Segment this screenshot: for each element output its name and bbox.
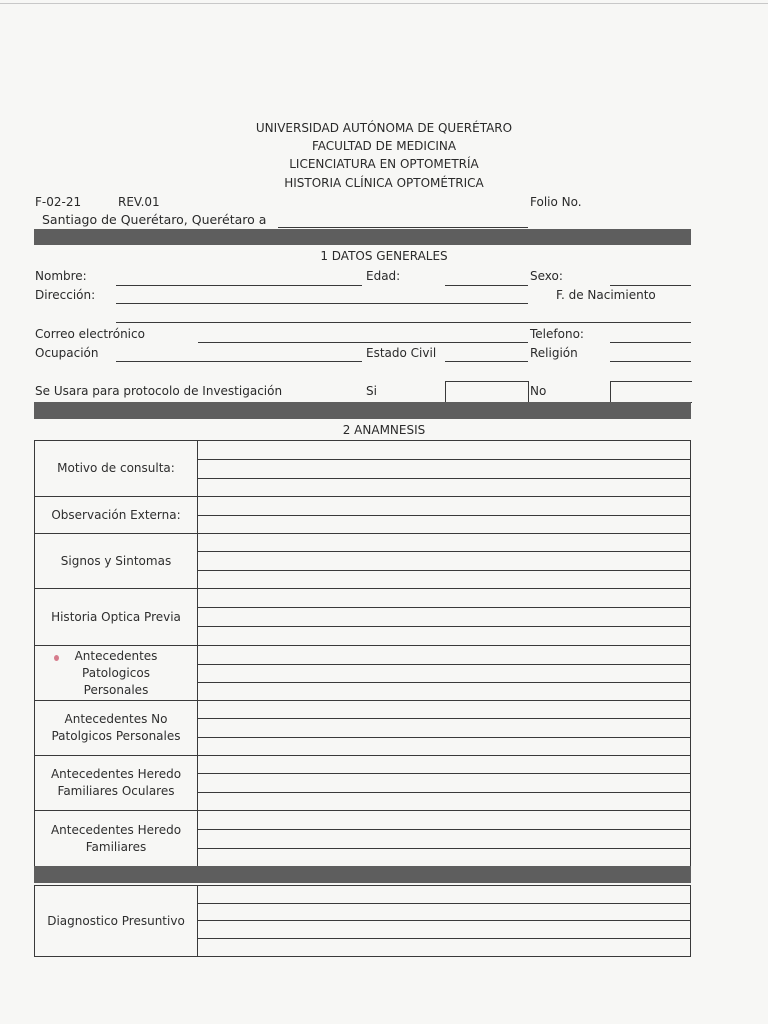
sexo-field[interactable]	[610, 285, 691, 286]
no-label: No	[530, 384, 547, 398]
writing-line[interactable]	[197, 903, 691, 904]
nombre-field[interactable]	[116, 285, 362, 286]
nombre-label: Nombre:	[35, 269, 87, 283]
table-right-border	[690, 440, 691, 866]
writing-line[interactable]	[197, 773, 691, 774]
ink-mark	[54, 655, 59, 661]
ocupacion-field[interactable]	[116, 361, 362, 362]
writing-line[interactable]	[197, 626, 691, 627]
diag-bottom-border	[34, 956, 691, 957]
direccion-field-2[interactable]	[116, 322, 691, 323]
religion-label: Religión	[530, 346, 578, 360]
correo-field[interactable]	[198, 342, 528, 343]
form-revision: REV.01	[118, 195, 160, 209]
writing-line[interactable]	[197, 792, 691, 793]
protocolo-label: Se Usara para protocolo de Investigación	[35, 384, 283, 398]
writing-line[interactable]	[197, 459, 691, 460]
folio-label: Folio No.	[530, 195, 582, 209]
signos-sintomas-label: Signos y Sintomas	[60, 553, 172, 568]
university-title: UNIVERSIDAD AUTÓNOMA DE QUERÉTARO	[255, 121, 513, 135]
sexo-label: Sexo:	[530, 269, 563, 283]
diag-divider	[197, 885, 198, 957]
program-title: LICENCIATURA EN OPTOMETRÍA	[289, 157, 479, 171]
observacion-externa-label: Observación Externa:	[51, 507, 181, 522]
writing-line[interactable]	[197, 737, 691, 738]
ocupacion-label: Ocupación	[35, 346, 99, 360]
motivo-consulta-label: Motivo de consulta:	[57, 461, 175, 475]
scan-top-edge	[0, 3, 768, 4]
writing-line[interactable]	[197, 920, 691, 921]
si-label: Si	[366, 384, 377, 398]
writing-line[interactable]	[197, 515, 691, 516]
religion-field[interactable]	[610, 361, 691, 362]
writing-line[interactable]	[197, 848, 691, 849]
edad-label: Edad:	[366, 269, 401, 283]
writing-line[interactable]	[197, 664, 691, 665]
nacimiento-label: F. de Nacimiento	[556, 288, 656, 302]
telefono-label: Telefono:	[530, 327, 584, 341]
direccion-label: Dirección:	[35, 288, 96, 302]
diagnostico-label: Diagnostico Presuntivo	[47, 913, 185, 928]
section1-title: 1 DATOS GENERALES	[320, 249, 448, 263]
section-bar-3	[34, 866, 691, 883]
writing-line[interactable]	[197, 938, 691, 939]
writing-line[interactable]	[197, 682, 691, 683]
section2-title: 2 ANAMNESIS	[342, 423, 426, 437]
historia-optica-label: Historia Optica Previa	[51, 609, 181, 624]
writing-line[interactable]	[197, 829, 691, 830]
section-bar-1	[34, 229, 691, 245]
writing-line[interactable]	[197, 607, 691, 608]
writing-line[interactable]	[197, 570, 691, 571]
faculty-title: FACULTAD DE MEDICINA	[311, 139, 457, 153]
direccion-field[interactable]	[116, 303, 528, 304]
antecedentes-no-patologicos-label: Antecedentes No Patolgicos Personales	[51, 712, 181, 743]
table-divider	[197, 440, 198, 866]
date-field-line[interactable]	[278, 227, 528, 228]
antecedentes-patologicos-label: Antecedentes Patologicos Personales	[74, 648, 158, 697]
place-date-label: Santiago de Querétaro, Querétaro a	[42, 212, 267, 227]
si-checkbox[interactable]	[445, 381, 529, 403]
antecedentes-heredo-familiares-label: Antecedentes Heredo Familiares	[50, 822, 182, 854]
section-bar-2	[34, 402, 691, 419]
estado-civil-field[interactable]	[445, 361, 528, 362]
edad-field[interactable]	[445, 285, 528, 286]
estado-civil-label: Estado Civil	[366, 346, 437, 360]
diag-right-border	[690, 885, 691, 957]
no-checkbox[interactable]	[610, 381, 692, 403]
form-title: HISTORIA CLÍNICA OPTOMÉTRICA	[284, 176, 484, 190]
form-code: F-02-21	[35, 195, 82, 209]
writing-line[interactable]	[197, 478, 691, 479]
writing-line[interactable]	[197, 551, 691, 552]
telefono-field[interactable]	[610, 342, 691, 343]
correo-label: Correo electrónico	[35, 327, 145, 341]
antecedentes-heredo-oculares-label: Antecedentes Heredo Familiares Oculares	[50, 767, 182, 798]
writing-line[interactable]	[197, 718, 691, 719]
